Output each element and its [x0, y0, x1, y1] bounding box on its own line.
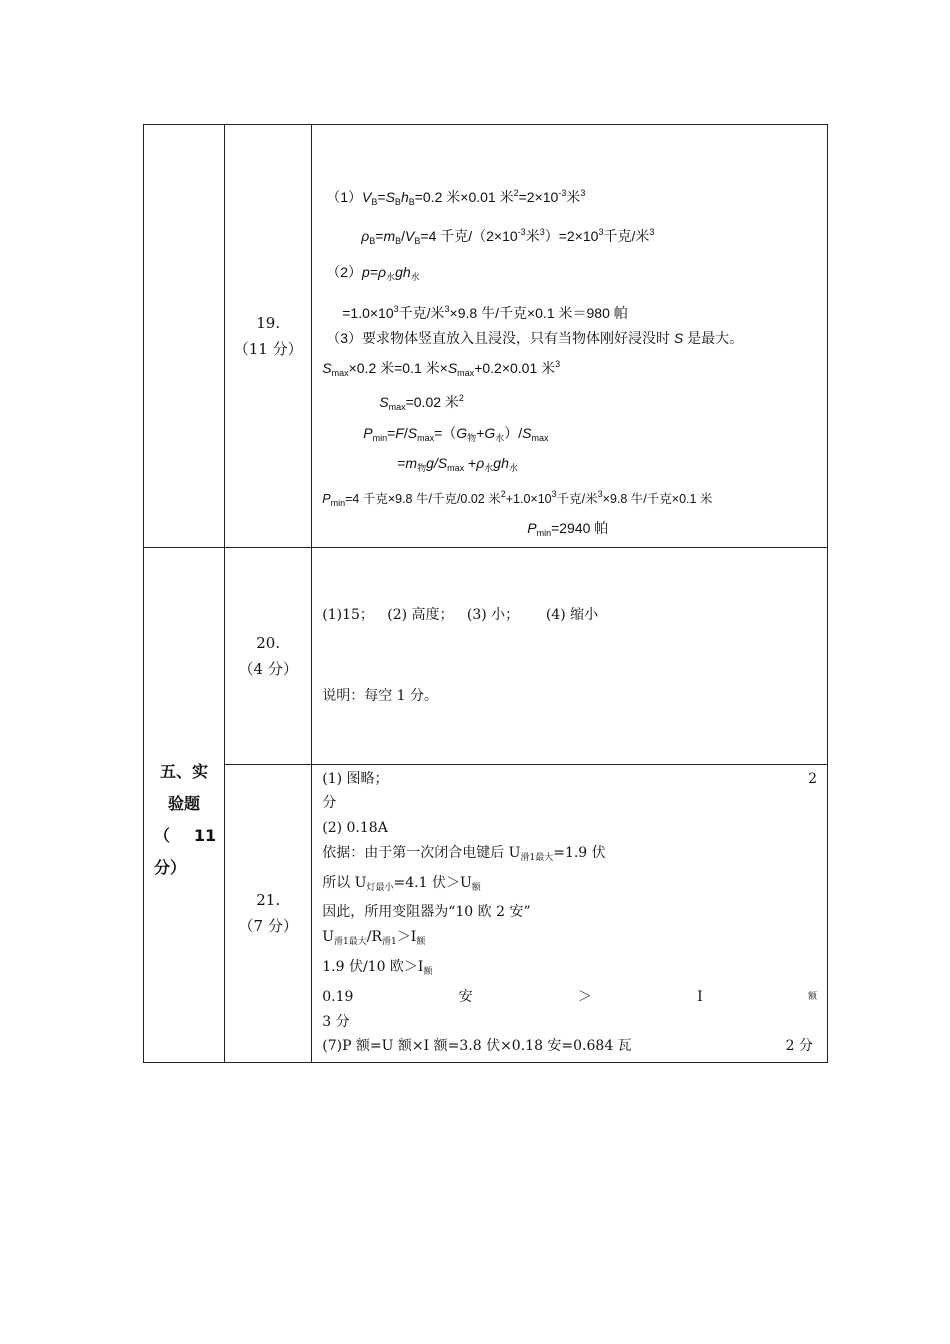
q21-line-5: 所以 $U_{灯最小}=4.1$ 伏$>U_额$	[322, 874, 481, 893]
q19-number-cell	[225, 125, 312, 548]
q19-line-7: $S_{max}=0.02$ 米$^2$	[379, 393, 464, 412]
answer-table	[143, 124, 828, 1055]
section-five-cell	[144, 547, 225, 1062]
q19-line-6: $S_{max}\times 0.2$ 米=0.1 米$\times S_{max}+0.2\times 0.01$ 米$^3$	[322, 358, 561, 378]
q21-line-11: (7)P 额=U 额×I 额=3.8 伏×0.18 安=0.684 瓦 2 分	[322, 1038, 813, 1055]
q19-line-3: $(2)p=\rho_水gh_水$	[326, 264, 420, 282]
q21-score: （7 分）	[238, 917, 298, 935]
q19-line-10: $P_{min}=4$ 千克×9.8 牛/千克/0.02 米$^2+1.0\times 10^3$千克/米$^3$×9.8 牛/千克×0.1 米	[322, 488, 713, 508]
q20-number: 20.	[256, 633, 281, 652]
q20-number-cell	[225, 547, 312, 764]
q21-line-9: 0.19 安 ＞ I 额	[322, 988, 817, 1005]
q19-line-5: （3）要求物体竖直放入且浸没，只有当物体刚好浸没时 S 是最大。	[326, 330, 744, 346]
q19-line-9: $=m_物g/S_{max} +\rho_水gh_水$	[397, 455, 518, 473]
q21-number-cell	[225, 764, 312, 1062]
q19-answer-cell	[312, 125, 828, 548]
q20-note: 说明：每空 1 分。	[322, 687, 439, 704]
q21-line-3: (2) 0.18A	[322, 820, 388, 837]
q19-line-11: $P_{min}=2940$ 帕	[527, 520, 609, 538]
q20-score: （4 分）	[238, 659, 298, 678]
q19-line-2: $\rho_B=m_B/V_B=4$ 千克$/(2\times 10^{-3}$米$^3)=2\times 10^3$千克/米$^3$	[361, 226, 655, 246]
q21-line-6: 因此，所用变阻器为“10 欧 2 安”	[322, 904, 531, 921]
q19-line-4: $=1.0\times 10^3$千克/米$^3$×9.8 牛/千克×0.1 米＝980 帕	[342, 303, 628, 321]
q21-line-2: 分	[322, 795, 337, 812]
q21-line-10: 3 分	[322, 1013, 350, 1030]
q19-line-1: $(1)V_B=S_Bh_B=0.2$ 米×0.01 米$^2=2\times 10^{-3}$米$^3$	[326, 188, 586, 207]
section-cell-empty	[144, 125, 225, 548]
q21-line-4: 依据：由于第一次闭合电键后 $U_{滑1最大}=1.9$ 伏	[322, 844, 606, 863]
q19-line-8: $P_{min}=F/S_{max}=(G_物+G_水)/S_{max}$	[363, 424, 549, 443]
q20-answer-line: (1)15； (2) 高度； (3) 小； (4) 缩小	[322, 606, 599, 623]
q19-score: （11 分）	[233, 339, 303, 358]
q21-line-7: $U_{滑1最大}/R_{滑1}>I_额$	[322, 929, 426, 948]
q21-line-8: 1.9 伏/10 欧$>I_额$	[322, 959, 433, 978]
q21-answer-cell	[312, 764, 828, 1062]
q21-number: 21.	[256, 891, 281, 909]
section-five-title: 五、实 验题 （ 11 分）	[154, 761, 217, 877]
q21-line-1: (1) 图略； 2	[322, 770, 817, 787]
q20-answer-cell	[312, 547, 828, 764]
q19-number: 19.	[256, 313, 281, 332]
